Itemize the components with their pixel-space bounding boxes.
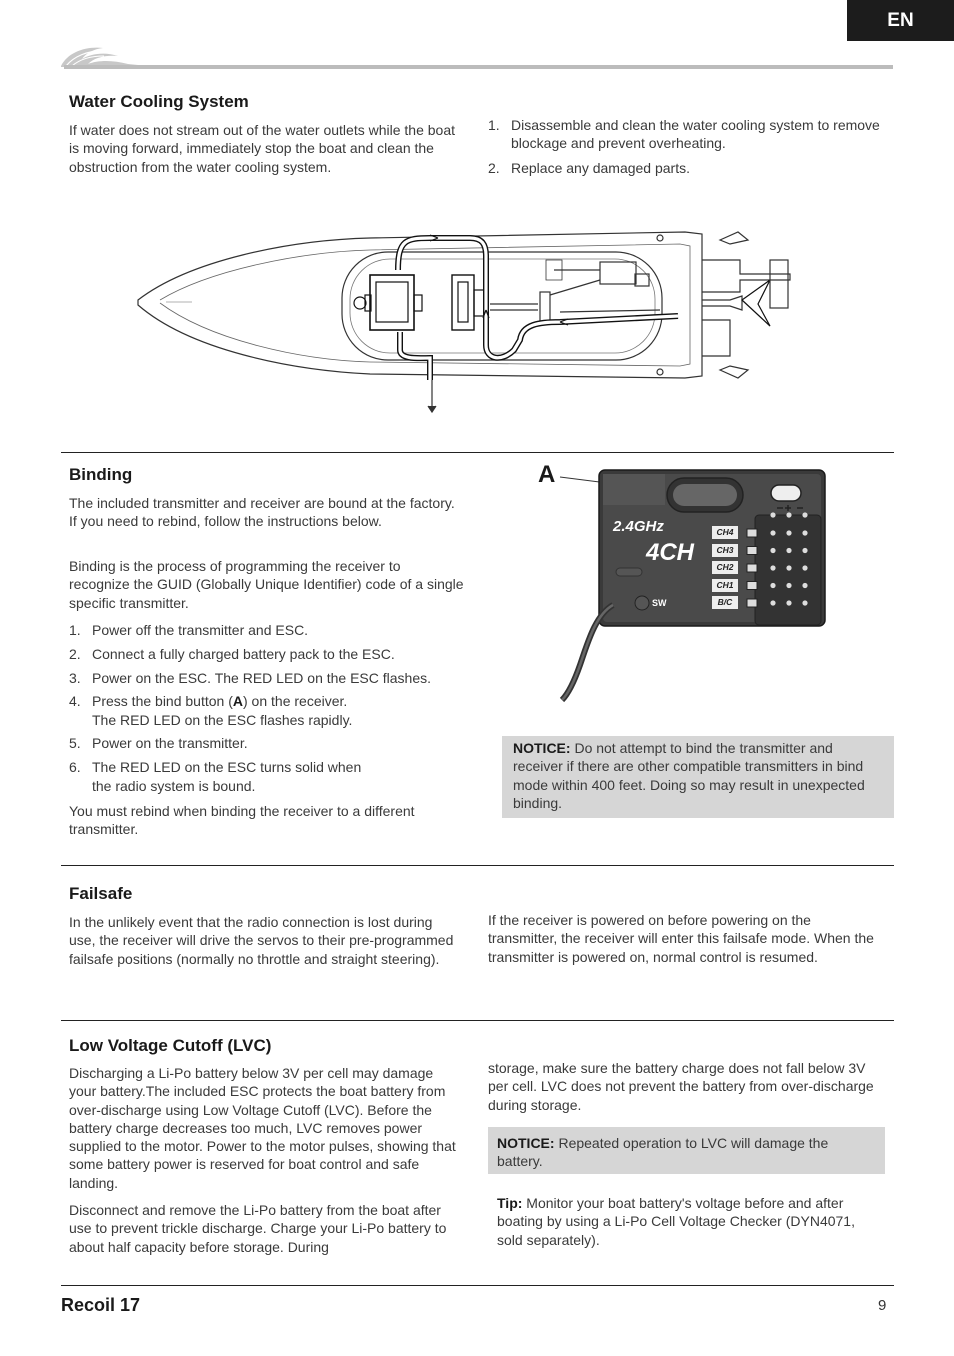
- binding-title: Binding: [69, 465, 133, 484]
- port-label: B/C: [712, 596, 738, 609]
- port-label: CH4: [712, 526, 738, 539]
- receiver-pin: [786, 530, 791, 535]
- receiver-pin: [802, 530, 807, 535]
- receiver-pin: [786, 583, 791, 588]
- water-cooling-title: Water Cooling System: [69, 92, 249, 111]
- receiver-pin: [786, 548, 791, 553]
- header-rule: [64, 65, 893, 69]
- receiver-pin: [786, 600, 791, 605]
- receiver-pin: [770, 548, 775, 553]
- receiver-diagram: [555, 465, 830, 705]
- binding-definition: Binding is the process of programming the receiver to recognize the GUID (Globally Unique Identifier) code of a single specific transmitter.: [69, 558, 464, 611]
- receiver-port-slot: [747, 547, 757, 555]
- receiver-port-slot: [747, 582, 757, 590]
- boat-cooling-diagram: [130, 200, 800, 420]
- receiver-port-slot: [747, 564, 757, 572]
- receiver-pin: [802, 548, 807, 553]
- binding-steps: [69, 621, 469, 795]
- receiver-port-slot: [747, 529, 757, 537]
- port-label: CH1: [712, 579, 738, 592]
- failsafe-right: If the receiver is powered on before powering on the transmitter, the receiver will enter this failsafe mode. When the transmitter is powered on, normal control is resumed.: [488, 912, 874, 965]
- receiver-pin: [802, 565, 807, 570]
- language-tab: [847, 0, 954, 41]
- receiver-pin: [786, 512, 791, 517]
- section-divider: [61, 865, 894, 866]
- language-tab-label: EN: [887, 9, 914, 31]
- receiver-channels-label: 4CH: [646, 539, 695, 566]
- receiver-pin: [770, 530, 775, 535]
- water-cooling-intro: If water does not stream out of the water outlets while the boat is moving forward, immediately stop the boat and clean the obstruction from the water cooling system.: [69, 122, 455, 175]
- receiver-port-slot: [747, 599, 757, 607]
- water-cooling-steps: [488, 116, 883, 177]
- receiver-sw-label: SW: [652, 598, 667, 608]
- receiver-pin: [770, 512, 775, 517]
- list-item: 4. Press the bind button (A) on the receiver. The RED LED on the ESC flashes rapidly.: [69, 693, 353, 728]
- section-divider: [61, 1020, 894, 1021]
- list-item: 1. Disassemble and clean the water cooling system to remove blockage and prevent overheating.: [488, 117, 880, 152]
- receiver-pin: [770, 565, 775, 570]
- section-divider: [61, 452, 894, 453]
- port-label: CH3: [712, 544, 738, 557]
- failsafe-left: In the unlikely event that the radio connection is lost during use, the receiver will drive the servos to their pre-programmed failsafe positions (normally no throttle and straight steering).: [69, 914, 454, 967]
- receiver-pin: [786, 565, 791, 570]
- footer-divider: [61, 1285, 894, 1286]
- receiver-pin: [802, 600, 807, 605]
- list-item: 2. Connect a fully charged battery pack to the ESC.: [69, 645, 395, 662]
- binding-outro: You must rebind when binding the receiver to a different transmitter.: [69, 803, 415, 838]
- list-item: 6. The RED LED on the ESC turns solid when the radio system is bound.: [69, 759, 362, 794]
- receiver-frequency-label: 2.4GHz: [613, 518, 664, 535]
- lvc-title: Low Voltage Cutoff (LVC): [69, 1036, 272, 1055]
- binding-notice: NOTICE: Do not attempt to bind the transmitter and receiver if there are other compatible transmitters in bind mode within 400 feet. Doing so may result in unexpected binding.: [502, 736, 894, 818]
- footer-model-name: Recoil 17: [61, 1295, 141, 1315]
- receiver-pin: [802, 583, 807, 588]
- lvc-paragraph-3: storage, make sure the battery charge does not fall below 3V per cell. LVC does not prevent the battery from over-discharge during storage.: [488, 1060, 874, 1113]
- lvc-paragraph-1: Discharging a Li-Po battery below 3V per cell may damage your battery.The included ESC protects the boat battery from over-discharge using Low Voltage Cutoff (LVC). Before the battery charge decreases too much, LVC removes power supplied to the motor. Power to the motor pulses, showing that some battery power is reserved for boat control and safe landing.: [69, 1065, 456, 1191]
- receiver-port-labels: [712, 526, 738, 609]
- lvc-notice: NOTICE: Repeated operation to LVC will damage the battery.: [488, 1127, 885, 1174]
- failsafe-title: Failsafe: [69, 884, 133, 903]
- footer-page-number: 9: [878, 1297, 887, 1314]
- receiver-pin: [802, 512, 807, 517]
- lvc-paragraph-2: Disconnect and remove the Li-Po battery from the boat after use to prevent trickle discharge. Charge your Li-Po battery to about half capacity before storage. During: [69, 1202, 447, 1255]
- receiver-pin: [770, 600, 775, 605]
- port-label: CH2: [712, 561, 738, 574]
- list-item: 1. Power off the transmitter and ESC.: [69, 622, 309, 638]
- lvc-tip: Tip: Monitor your boat battery's voltage before and after boating by using a Li-Po Cell Voltage Checker (DYN4071, sold separately).: [497, 1195, 855, 1248]
- receiver-callout-a: A: [538, 461, 556, 488]
- list-item: 3. Power on the ESC. The RED LED on the ESC flashes.: [69, 669, 432, 686]
- list-item: 5. Power on the transmitter.: [69, 735, 248, 752]
- binding-intro: The included transmitter and receiver are bound at the factory. If you need to rebind, follow the instructions below.: [69, 495, 455, 530]
- receiver-pin: [770, 583, 775, 588]
- list-item: 2. Replace any damaged parts.: [488, 159, 690, 176]
